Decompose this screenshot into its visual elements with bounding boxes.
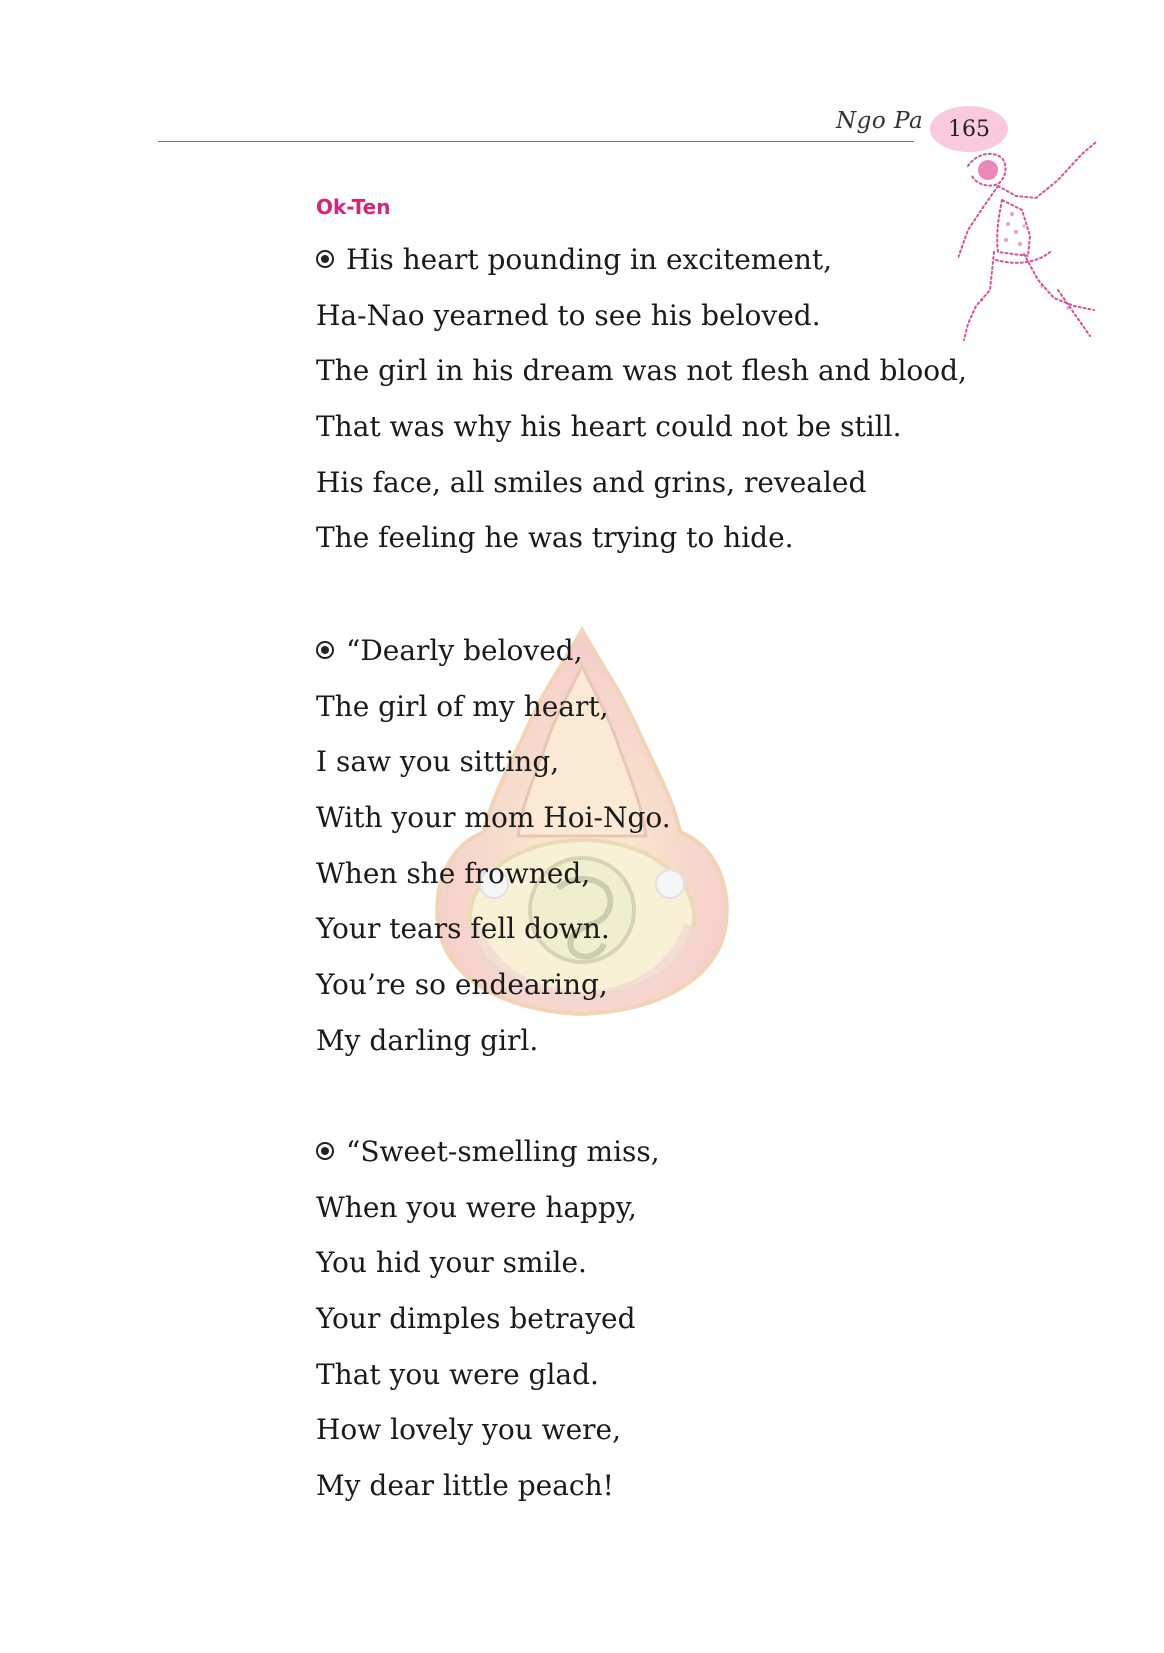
stanza-line: My dear little peach! [316,1469,614,1503]
page-number: 165 [948,116,990,142]
dancer-illustration [958,140,1118,350]
stanza-line: When she frowned, [316,856,591,890]
stanza-line: I saw you sitting, [316,745,560,779]
stanza-line-text: “Sweet-smelling miss, [346,1135,660,1168]
stanza [316,1124,660,1514]
circled-dot-bullet-icon [316,641,334,659]
stanza-line: Your tears fell down. [316,912,610,946]
stanza-line: Ha-Nao yearned to see his beloved. [316,298,821,332]
stanza [316,232,967,566]
stanza-line: When you were happy, [316,1190,637,1224]
stanza-line: You’re so endearing, [316,968,608,1002]
stanza [316,623,671,1069]
stanza-line: That was why his heart could not be still. [316,410,902,444]
stanza-line: How lovely you were, [316,1413,622,1447]
stanza-line: The feeling he was trying to hide. [316,521,794,555]
section-heading: Ok-Ten [316,195,391,219]
stanza-line [316,623,671,679]
header-rule [158,141,914,142]
stanza-line: My darling girl. [316,1023,539,1057]
circled-dot-bullet-icon [316,250,334,268]
circled-dot-bullet-icon [316,1142,334,1160]
stanza-line: That you were glad. [316,1357,599,1391]
stanza-line: You hid your smile. [316,1246,587,1280]
stanza-line: With your mom Hoi-Ngo. [316,801,671,835]
running-title: Ngo Pa [836,108,924,134]
stanza-line: The girl in his dream was not flesh and blood, [316,354,967,388]
stanza-line [316,232,967,288]
stanza-line: The girl of my heart, [316,689,609,723]
stanza-line-text: His heart pounding in excitement, [346,243,833,276]
stanza-line-text: “Dearly beloved, [346,634,583,667]
stanza-line: Your dimples betrayed [316,1302,636,1336]
stanza-line [316,1124,660,1180]
stanza-line: His face, all smiles and grins, revealed [316,465,867,499]
